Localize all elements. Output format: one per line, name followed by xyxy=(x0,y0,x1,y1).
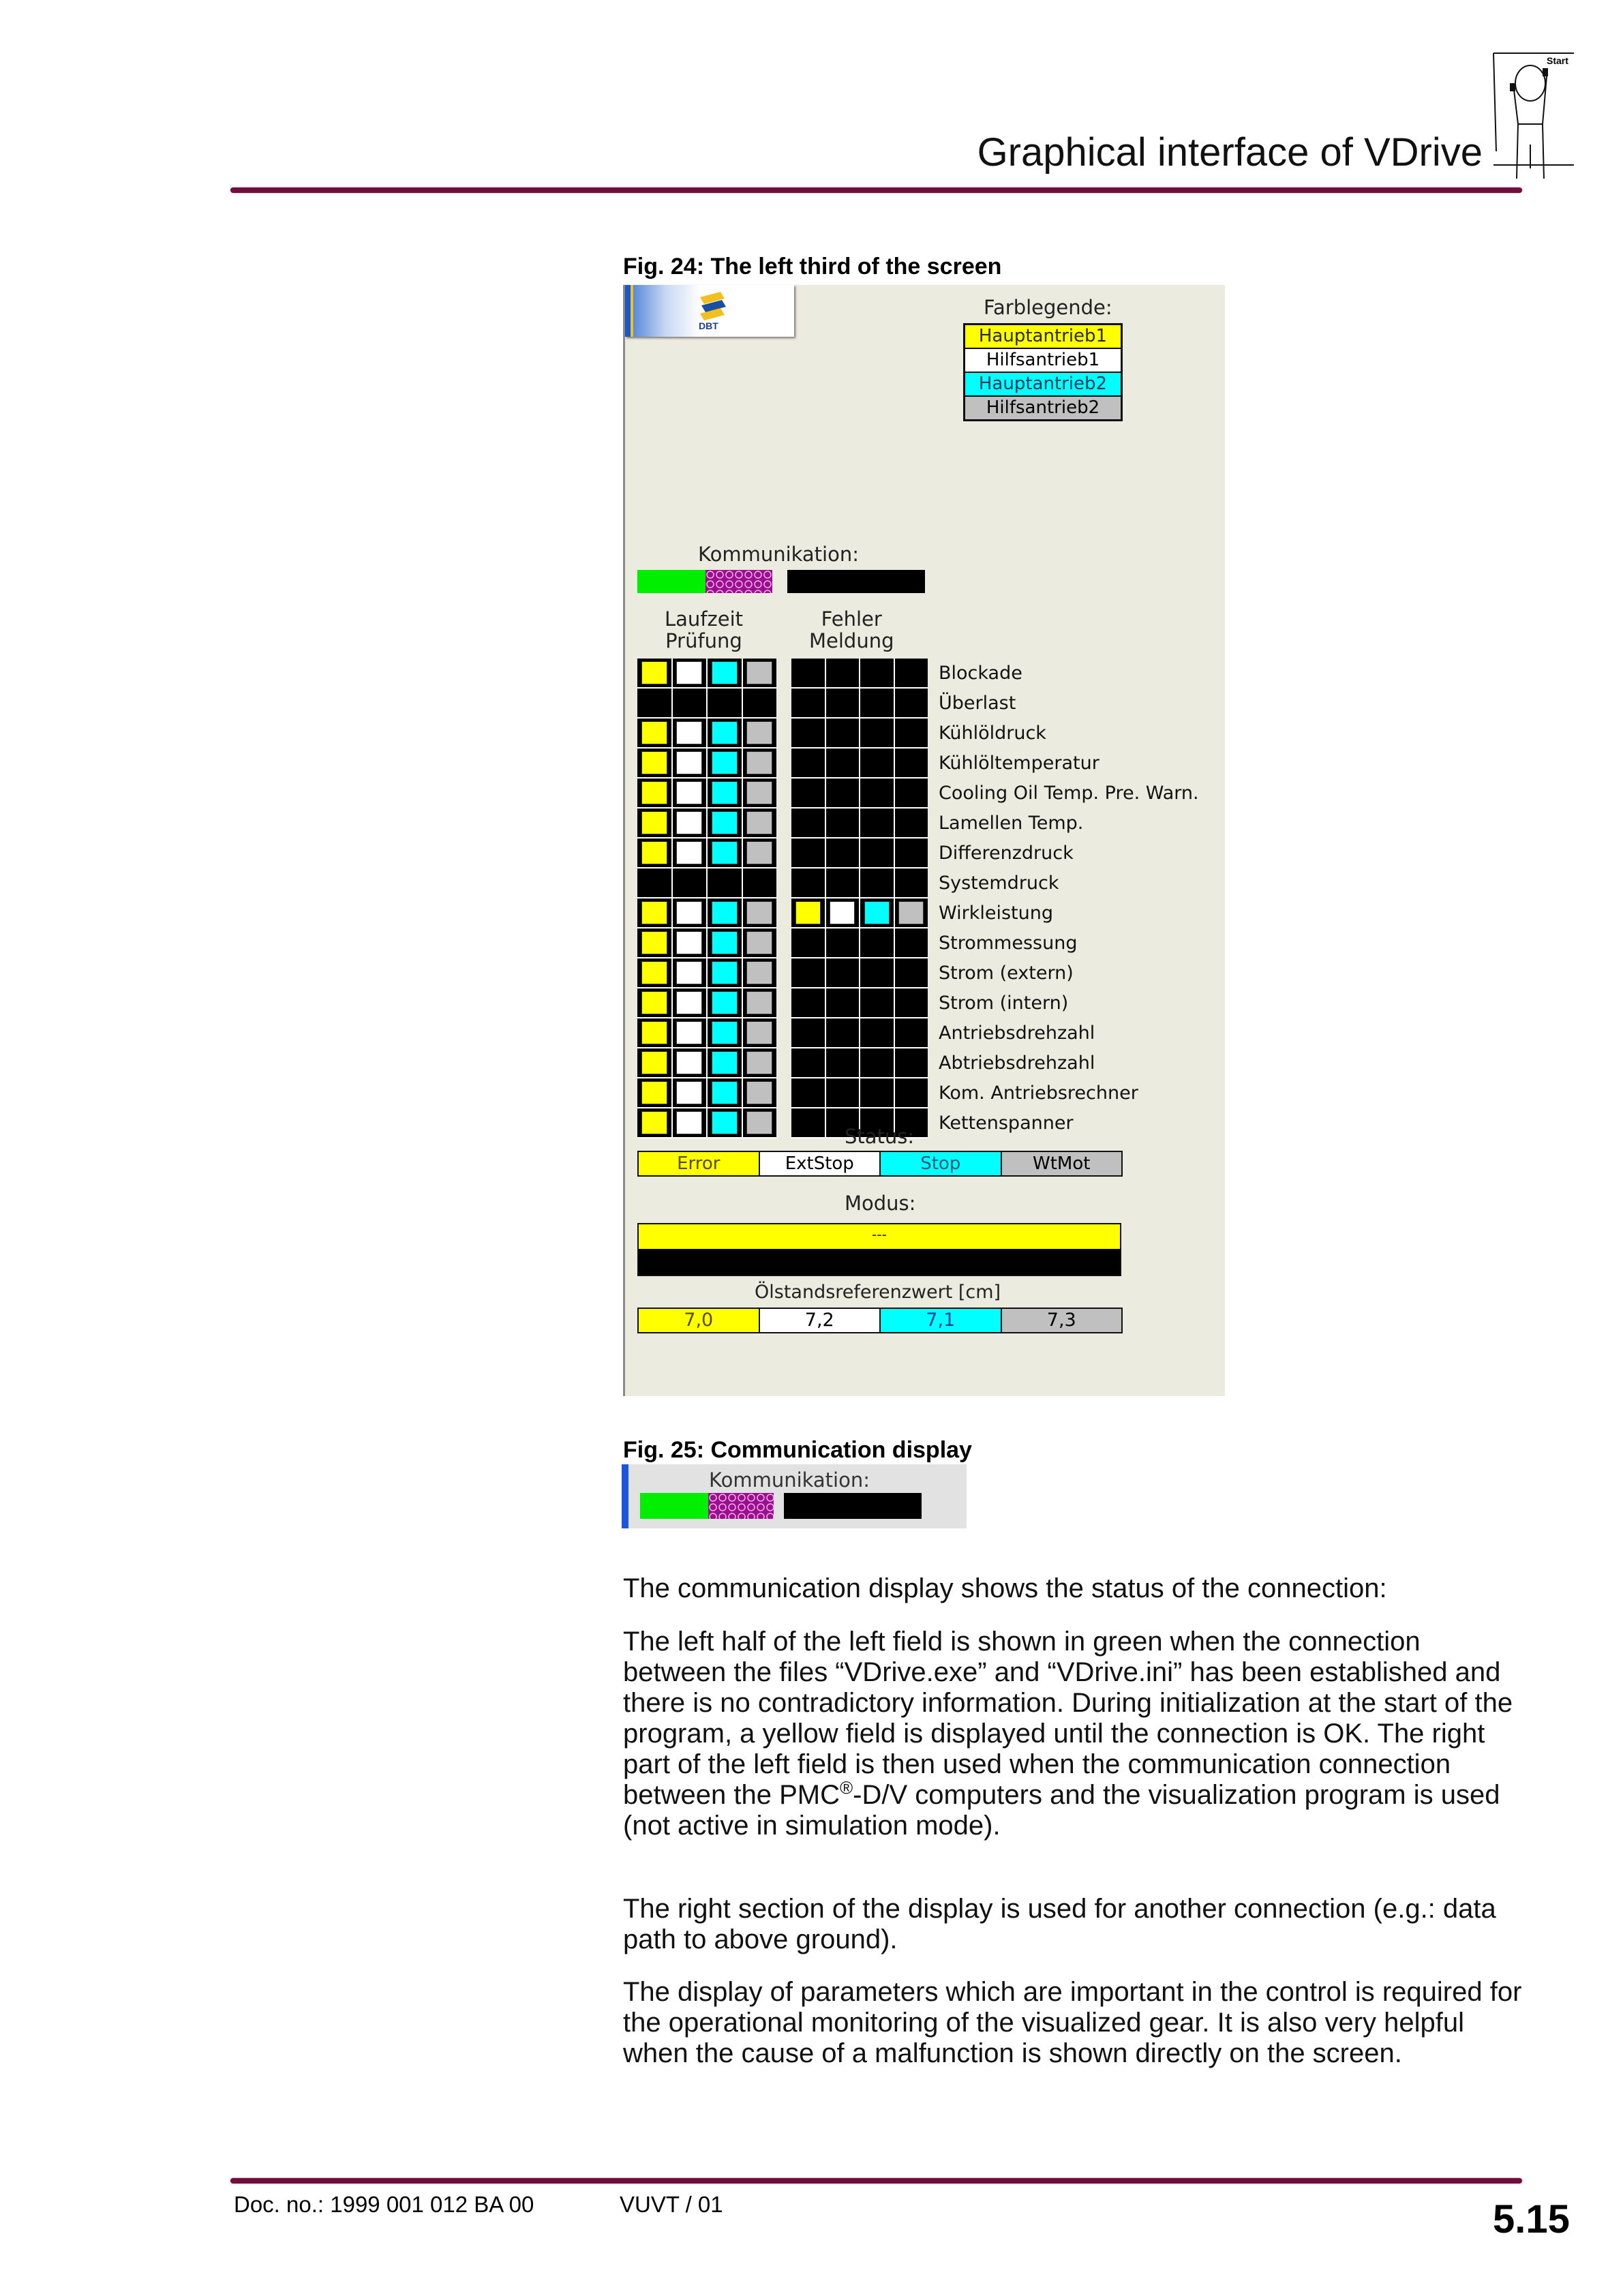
runtime-check-row xyxy=(637,719,776,749)
status-stop: Stop xyxy=(881,1152,1002,1175)
runtime-check-row xyxy=(637,958,776,988)
indicator-cell xyxy=(895,928,928,957)
parameter-label: Antriebsdrehzahl xyxy=(939,1023,1095,1044)
communication-left-field-green xyxy=(637,570,706,593)
indicator-cell xyxy=(791,689,826,717)
indicator-cell xyxy=(826,809,861,837)
page-number: 5.15 xyxy=(1493,2197,1570,2241)
runtime-check-row xyxy=(637,928,776,958)
indicator-cell xyxy=(895,898,928,927)
error-message-row xyxy=(791,1078,928,1108)
parameter-label: Kom. Antriebsrechner xyxy=(939,1083,1138,1104)
error-message-row xyxy=(791,719,928,749)
oil-value-hauptantrieb1: 7,0 xyxy=(639,1309,760,1332)
indicator-cell xyxy=(673,1018,708,1047)
legend-item-hilfsantrieb2: Hilfsantrieb2 xyxy=(965,397,1121,419)
indicator-cell xyxy=(708,1078,743,1107)
indicator-cell xyxy=(637,659,673,687)
error-message-row xyxy=(791,868,928,898)
oil-level-title: Ölstandsreferenzwert [cm] xyxy=(755,1282,1001,1303)
indicator-cell xyxy=(708,868,743,897)
indicator-cell xyxy=(673,689,708,717)
paragraph-intro: The communication display shows the status of the connection: xyxy=(623,1573,1387,1603)
parameter-label: Kühlöltemperatur xyxy=(939,753,1099,774)
person-pressing-start-icon xyxy=(1489,49,1578,185)
indicator-cell xyxy=(895,839,928,867)
vdrive-left-third-screen xyxy=(623,285,1225,1396)
paragraph-parameters: The display of parameters which are important in the control is required for the operational monitoring of the visualized gear. It is also very helpful when the cause of a malfunction is shown directly on the screen. xyxy=(623,1977,1522,2068)
indicator-cell xyxy=(637,839,673,867)
indicator-cell xyxy=(743,749,777,777)
oil-value-hauptantrieb2: 7,1 xyxy=(881,1309,1002,1332)
indicator-cell xyxy=(895,779,928,807)
indicator-cell xyxy=(826,1048,861,1077)
indicator-cell xyxy=(743,719,777,747)
error-message-row xyxy=(791,1018,928,1048)
indicator-cell xyxy=(860,1018,895,1047)
runtime-check-header: Laufzeit Prüfung xyxy=(665,607,744,652)
parameter-label: Abtriebsdrehzahl xyxy=(939,1053,1095,1074)
indicator-cell xyxy=(743,689,777,717)
oil-value-hilfsantrieb1: 7,2 xyxy=(760,1309,881,1332)
indicator-cell xyxy=(637,928,673,957)
indicator-cell xyxy=(895,659,928,687)
indicator-cell xyxy=(743,839,777,867)
indicator-cell xyxy=(895,749,928,777)
indicator-cell xyxy=(708,689,743,717)
page-title: Graphical interface of VDrive xyxy=(977,130,1483,175)
indicator-cell xyxy=(791,779,826,807)
indicator-cell xyxy=(637,809,673,837)
legend-item-hauptantrieb1: Hauptantrieb1 xyxy=(965,325,1121,349)
indicator-cell xyxy=(673,809,708,837)
modus-display xyxy=(637,1223,1121,1276)
indicator-cell xyxy=(826,898,861,927)
runtime-check-row xyxy=(637,749,776,779)
document-number: Doc. no.: 1999 001 012 BA 00 xyxy=(234,2192,534,2217)
indicator-cell xyxy=(673,659,708,687)
indicator-cell xyxy=(791,719,826,747)
modus-secondary-field xyxy=(639,1249,1120,1275)
indicator-cell xyxy=(637,689,673,717)
error-message-row xyxy=(791,988,928,1018)
header-rule xyxy=(230,187,1522,193)
parameter-label: Differenzdruck xyxy=(939,843,1074,864)
indicator-cell xyxy=(860,988,895,1017)
error-message-row xyxy=(791,749,928,779)
indicator-cell xyxy=(791,958,826,987)
indicator-cell xyxy=(860,779,895,807)
legend-item-hilfsantrieb1: Hilfsantrieb1 xyxy=(965,349,1121,373)
indicator-cell xyxy=(860,719,895,747)
parameter-label: Kettenspanner xyxy=(939,1113,1074,1134)
communication-left-field-hatched xyxy=(706,570,772,593)
dbt-logo: DBT xyxy=(625,285,794,337)
communication-right-field xyxy=(784,1493,922,1519)
parameter-label: Strom (extern) xyxy=(939,963,1074,984)
indicator-cell xyxy=(860,1048,895,1077)
error-message-row xyxy=(791,689,928,719)
error-message-header: Fehler Meldung xyxy=(809,607,894,652)
indicator-cell xyxy=(860,689,895,717)
indicator-cell xyxy=(895,809,928,837)
indicator-cell xyxy=(673,779,708,807)
indicator-cell xyxy=(673,898,708,927)
indicator-cell xyxy=(637,749,673,777)
indicator-cell xyxy=(708,839,743,867)
indicator-cell xyxy=(743,1018,777,1047)
indicator-cell xyxy=(708,928,743,957)
indicator-cell xyxy=(637,1048,673,1077)
indicator-cell xyxy=(673,1108,708,1137)
oil-value-hilfsantrieb2: 7,3 xyxy=(1002,1309,1122,1332)
indicator-cell xyxy=(637,988,673,1017)
indicator-cell xyxy=(791,839,826,867)
indicator-cell xyxy=(826,988,861,1017)
indicator-cell xyxy=(637,958,673,987)
error-message-row xyxy=(791,928,928,958)
indicator-cell xyxy=(791,659,826,687)
indicator-cell xyxy=(637,719,673,747)
indicator-cell xyxy=(743,809,777,837)
parameter-label: Überlast xyxy=(939,693,1016,714)
indicator-cell xyxy=(743,1108,777,1137)
indicator-cell xyxy=(673,868,708,897)
runtime-check-row xyxy=(637,898,776,928)
indicator-cell xyxy=(860,749,895,777)
color-legend xyxy=(963,323,1123,421)
indicator-cell xyxy=(860,839,895,867)
error-message-row xyxy=(791,958,928,988)
indicator-cell xyxy=(895,868,928,897)
parameter-label: Kühlöldruck xyxy=(939,723,1046,744)
status-error: Error xyxy=(639,1152,760,1175)
indicator-cell xyxy=(743,659,777,687)
indicator-cell xyxy=(826,868,861,897)
indicator-cell xyxy=(791,809,826,837)
parameter-label: Lamellen Temp. xyxy=(939,813,1084,834)
indicator-cell xyxy=(637,868,673,897)
oil-level-values xyxy=(637,1308,1123,1333)
indicator-cell xyxy=(860,868,895,897)
indicator-cell xyxy=(673,719,708,747)
runtime-check-grid xyxy=(637,659,776,1138)
indicator-cell xyxy=(826,928,861,957)
runtime-check-row xyxy=(637,839,776,868)
indicator-cell xyxy=(673,988,708,1017)
error-message-row xyxy=(791,898,928,928)
communication-display-title: Kommunikation: xyxy=(709,1468,870,1492)
indicator-cell xyxy=(708,659,743,687)
indicator-cell xyxy=(637,898,673,927)
indicator-cell xyxy=(673,1048,708,1077)
figure-25-caption: Fig. 25: Communication display xyxy=(623,1437,972,1463)
indicator-cell xyxy=(826,779,861,807)
color-legend-title: Farblegende: xyxy=(984,296,1112,319)
communication-left-field-green xyxy=(640,1493,708,1519)
indicator-cell xyxy=(743,928,777,957)
indicator-cell xyxy=(743,898,777,927)
indicator-cell xyxy=(826,1018,861,1047)
indicator-cell xyxy=(895,1078,928,1107)
parameter-label: Cooling Oil Temp. Pre. Warn. xyxy=(939,783,1199,804)
indicator-cell xyxy=(826,958,861,987)
indicator-cell xyxy=(826,719,861,747)
indicator-cell xyxy=(791,1018,826,1047)
error-message-row xyxy=(791,659,928,689)
parameter-labels xyxy=(939,659,1199,1138)
indicator-cell xyxy=(860,898,895,927)
runtime-check-row xyxy=(637,689,776,719)
communication-right-field xyxy=(787,570,925,593)
status-bar xyxy=(637,1151,1123,1177)
parameter-label: Blockade xyxy=(939,663,1022,684)
indicator-cell xyxy=(743,958,777,987)
indicator-cell xyxy=(708,749,743,777)
indicator-cell xyxy=(708,1018,743,1047)
paragraph-right-section: The right section of the display is used for another connection (e.g.: data path to above ground). xyxy=(623,1894,1496,1954)
indicator-cell xyxy=(895,1018,928,1047)
indicator-cell xyxy=(826,659,861,687)
indicator-cell xyxy=(895,958,928,987)
footer-rule xyxy=(230,2178,1522,2184)
indicator-cell xyxy=(791,988,826,1017)
error-message-row xyxy=(791,839,928,868)
figure-24-caption: Fig. 24: The left third of the screen xyxy=(623,254,1002,280)
indicator-cell xyxy=(708,719,743,747)
communication-title: Kommunikation: xyxy=(698,543,860,566)
indicator-cell xyxy=(860,958,895,987)
indicator-cell xyxy=(708,1108,743,1137)
document-version: VUVT / 01 xyxy=(620,2192,723,2217)
indicator-cell xyxy=(673,928,708,957)
communication-left-field-hatched xyxy=(708,1493,774,1519)
indicator-cell xyxy=(743,1078,777,1107)
parameter-label: Strommessung xyxy=(939,933,1078,954)
runtime-check-row xyxy=(637,779,776,809)
indicator-cell xyxy=(673,749,708,777)
indicator-cell xyxy=(743,868,777,897)
runtime-check-row xyxy=(637,988,776,1018)
parameter-label: Strom (intern) xyxy=(939,993,1069,1014)
indicator-cell xyxy=(673,958,708,987)
indicator-cell xyxy=(791,1078,826,1107)
runtime-check-row xyxy=(637,1048,776,1078)
runtime-check-row xyxy=(637,1018,776,1048)
indicator-cell xyxy=(708,809,743,837)
indicator-cell xyxy=(673,839,708,867)
svg-text:Start: Start xyxy=(1547,55,1568,66)
indicator-cell xyxy=(743,988,777,1017)
parameter-label: Systemdruck xyxy=(939,873,1059,894)
indicator-cell xyxy=(708,988,743,1017)
indicator-cell xyxy=(637,1108,673,1137)
error-message-grid xyxy=(791,659,928,1138)
indicator-cell xyxy=(860,1078,895,1107)
indicator-cell xyxy=(637,1018,673,1047)
indicator-cell xyxy=(826,689,861,717)
indicator-cell xyxy=(791,749,826,777)
indicator-cell xyxy=(708,779,743,807)
indicator-cell xyxy=(895,689,928,717)
status-wtmot: WtMot xyxy=(1002,1152,1122,1175)
indicator-cell xyxy=(895,1048,928,1077)
indicator-cell xyxy=(673,1078,708,1107)
indicator-cell xyxy=(826,1078,861,1107)
indicator-cell xyxy=(860,928,895,957)
indicator-cell xyxy=(637,1078,673,1107)
indicator-cell xyxy=(860,809,895,837)
indicator-cell xyxy=(743,779,777,807)
indicator-cell xyxy=(860,659,895,687)
runtime-check-row xyxy=(637,1078,776,1108)
indicator-cell xyxy=(791,898,826,927)
communication-display xyxy=(622,1464,967,1528)
paragraph-left-field: The left half of the left field is shown in green when the connection between the files “VDrive.exe” and “VDrive.ini” has been established and there is no contradictory information. During initialization at the start of the program, a yellow field is displayed until the connection is OK. The right part of the left field is then used when the communication connection between the PMC®-D/V computers and the visualization program is used (not active in simulation mode). xyxy=(623,1627,1513,1841)
runtime-check-row xyxy=(637,809,776,839)
error-message-row xyxy=(791,809,928,839)
indicator-cell xyxy=(791,928,826,957)
status-extstop: ExtStop xyxy=(760,1152,881,1175)
indicator-cell xyxy=(791,1048,826,1077)
modus-value: --- xyxy=(639,1224,1120,1249)
indicator-cell xyxy=(743,1048,777,1077)
indicator-cell xyxy=(895,988,928,1017)
indicator-cell xyxy=(895,719,928,747)
indicator-cell xyxy=(708,958,743,987)
indicator-cell xyxy=(708,1048,743,1077)
runtime-check-row xyxy=(637,659,776,689)
runtime-check-row xyxy=(637,868,776,898)
indicator-cell xyxy=(637,779,673,807)
status-title: Status: xyxy=(845,1125,915,1148)
error-message-row xyxy=(791,779,928,809)
parameter-label: Wirkleistung xyxy=(939,903,1053,924)
error-message-row xyxy=(791,1048,928,1078)
indicator-cell xyxy=(791,868,826,897)
runtime-check-row xyxy=(637,1108,776,1138)
indicator-cell xyxy=(708,898,743,927)
modus-title: Modus: xyxy=(845,1192,916,1215)
indicator-cell xyxy=(826,839,861,867)
legend-item-hauptantrieb2: Hauptantrieb2 xyxy=(965,373,1121,397)
indicator-cell xyxy=(826,749,861,777)
indicator-cell xyxy=(791,1108,826,1137)
